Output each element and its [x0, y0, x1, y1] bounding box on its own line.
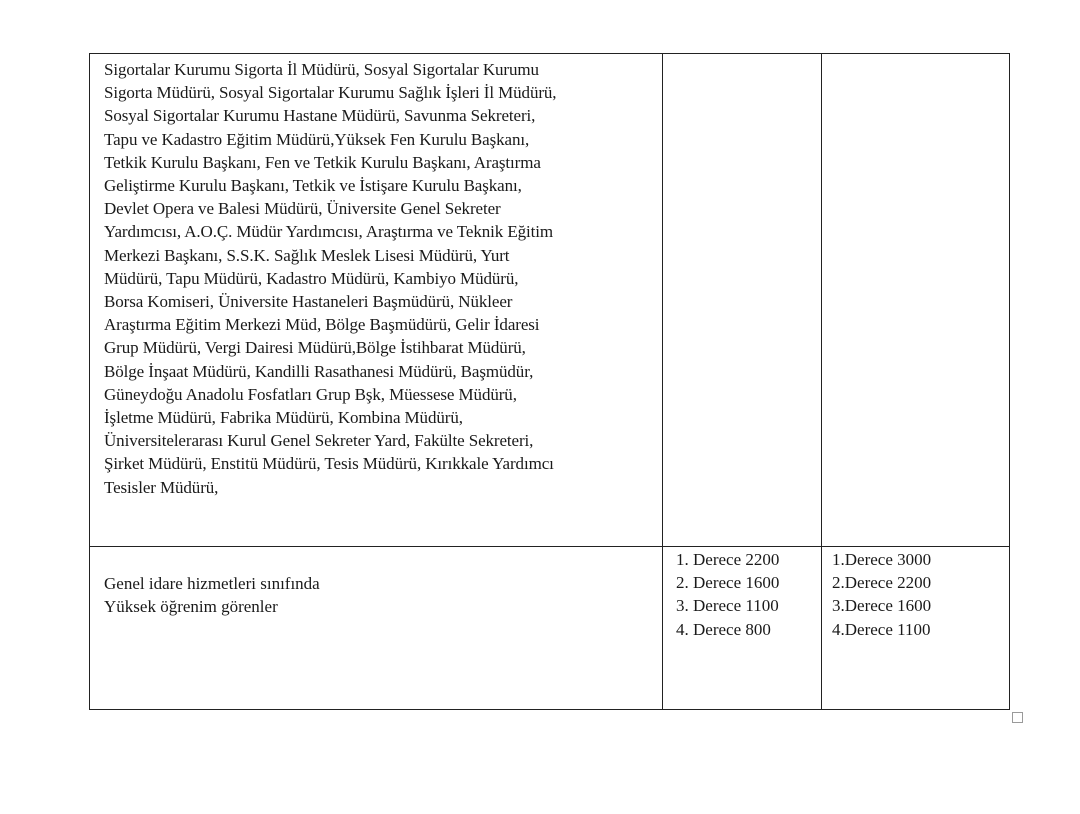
text-line: Sigortalar Kurumu Sigorta İl Müdürü, Sosyal Sigortalar Kurumu: [104, 60, 539, 79]
text-line: Güneydoğu Anadolu Fosfatları Grup Bşk, Müessese Müdürü,: [104, 384, 517, 404]
degree-cell-a: [663, 547, 822, 710]
text-line: Geliştirme Kurulu Başkanı, Tetkik ve İstişare Kurulu Başkanı,: [104, 176, 522, 196]
degree-item: 1.Derece 3000: [832, 550, 932, 569]
degree-item: 4. Derece 800: [676, 619, 771, 639]
text-line: Üniversitelerarası Kurul Genel Sekreter Yard, Fakülte Sekreteri,: [104, 431, 534, 451]
service-class-text: [90, 547, 662, 618]
position-table: [89, 53, 1010, 710]
table-row: [90, 547, 1010, 710]
text-line: Merkezi Başkanı, S.S.K. Sağlık Meslek Lisesi Müdürü, Yurt: [104, 245, 510, 265]
position-titles-text: [90, 54, 662, 499]
text-line: Araştırma Eğitim Merkezi Müd, Bölge Başmüdürü, Gelir İdaresi: [104, 315, 540, 335]
text-line: Sosyal Sigortalar Kurumu Hastane Müdürü, Savunma Sekreteri,: [104, 106, 536, 126]
text-line: Şirket Müdürü, Enstitü Müdürü, Tesis Müdürü, Kırıkkale Yardımcı: [104, 454, 554, 474]
table-row: [90, 54, 1010, 547]
text-line: Genel idare hizmetleri sınıfında: [104, 574, 320, 593]
degree-item: 1. Derece 2200: [676, 550, 780, 569]
degree-list-b: [822, 547, 1009, 641]
position-titles-cell: [90, 54, 663, 547]
text-line: Yardımcısı, A.O.Ç. Müdür Yardımcısı, Araştırma ve Teknik Eğitim: [104, 222, 553, 242]
text-line: İşletme Müdürü, Fabrika Müdürü, Kombina Müdürü,: [104, 408, 463, 428]
text-line: Yüksek öğrenim görenler: [104, 597, 278, 617]
degree-item: 3. Derece 1100: [676, 596, 779, 616]
text-line: Bölge İnşaat Müdürü, Kandilli Rasathanesi Müdürü, Başmüdür,: [104, 361, 534, 381]
degree-item: 2.Derece 2200: [832, 573, 932, 593]
service-class-cell: [90, 547, 663, 710]
text-line: Sigorta Müdürü, Sosyal Sigortalar Kurumu Sağlık İşleri İl Müdürü,: [104, 83, 557, 103]
text-line: Tesisler Müdürü,: [104, 477, 219, 497]
table-end-marker: [1012, 712, 1023, 723]
degree-cell-b: [822, 547, 1010, 710]
degree-list-a: [663, 547, 821, 641]
text-line: Grup Müdürü, Vergi Dairesi Müdürü,Bölge İstihbarat Müdürü,: [104, 338, 526, 358]
text-line: Müdürü, Tapu Müdürü, Kadastro Müdürü, Kambiyo Müdürü,: [104, 268, 519, 288]
text-line: Devlet Opera ve Balesi Müdürü, Üniversite Genel Sekreter: [104, 199, 501, 219]
text-line: Tetkik Kurulu Başkanı, Fen ve Tetkik Kurulu Başkanı, Araştırma: [104, 152, 541, 172]
text-line: Borsa Komiseri, Üniversite Hastaneleri Başmüdürü, Nükleer: [104, 292, 513, 312]
text-line: Tapu ve Kadastro Eğitim Müdürü,Yüksek Fen Kurulu Başkanı,: [104, 129, 530, 149]
empty-cell: [822, 54, 1010, 547]
degree-item: 2. Derece 1600: [676, 573, 780, 593]
degree-item: 4.Derece 1100: [832, 619, 931, 639]
degree-item: 3.Derece 1600: [832, 596, 932, 616]
empty-cell: [663, 54, 822, 547]
